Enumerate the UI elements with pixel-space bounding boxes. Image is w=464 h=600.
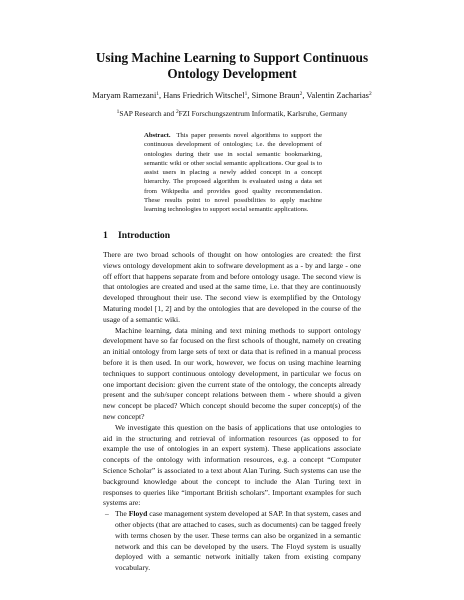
list-item — [103, 509, 361, 574]
abstract-label: Abstract. — [144, 132, 171, 139]
affiliation-org: FZI Forschungszentrum Informatik, Karlsruhe, Germany — [178, 109, 348, 118]
list-dash: – — [105, 509, 109, 519]
paper-title — [0, 50, 464, 82]
body-paragraph: There are two broad schools of thought on how ontologies are created: the first views ontology development akin to software development as a - by and large - one off effort that happens separate from and before ontology usage. The second view is that ontologies are created and used at the same time, i.e. that they are continuously developed throughout their use. The second view is exemplified by the Ontology Maturing model [1, 2] and by the ontologies that are developed in the course of the usage of a semantic wiki. — [103, 250, 361, 324]
section-number: 1 — [103, 230, 108, 241]
abstract-block — [144, 131, 322, 215]
author-name: Simone Braun — [251, 91, 300, 100]
affiliation-mark: 2 — [175, 109, 179, 115]
affiliation-org: SAP Research and — [119, 109, 176, 118]
author-separator: , — [247, 91, 252, 100]
author-affiliation-mark: 2 — [299, 91, 303, 97]
author-list — [0, 90, 464, 101]
author-name: Valentin Zacharias — [306, 91, 369, 100]
affiliation-mark: 1 — [116, 109, 120, 115]
section-heading — [103, 230, 170, 242]
list-item-text: The — [115, 509, 129, 519]
body-paragraph: We investigate this question on the basis of applications that use ontologies to aid in the structuring and retrieval of information resources (as opposed to for example the use of ontologies in an expert system). These applications associate concepts of the ontology with information resources, e.g. a concept “Computer Science Scholar” is associated to a text about Alan Turing. Such systems can use the background knowledge about the concept to include the Alan Turing text in responses to queries like “important British scholars”. Important examples for such systems are: — [103, 422, 361, 508]
author-separator: , — [159, 91, 164, 100]
list-item-text: case management system developed at SAP. In that system, cases and other objects (that are attached to cases, such as documents) can be tagged freely with terms chosen by the user. These terms can also be organized in a semantic network and this can be developed by the users. The Floyd system is usually deployed with a semantic network initially taken from existing company vocabulary. — [115, 509, 361, 573]
list-item-bold: Floyd — [128, 509, 148, 519]
author-affiliation-mark: 2 — [368, 91, 372, 97]
author-affiliation-mark: 1 — [156, 91, 159, 97]
author-separator: , — [302, 91, 307, 100]
author-affiliation-mark: 1 — [244, 91, 248, 97]
section-title: Introduction — [118, 230, 171, 241]
author-name: Maryam Ramezani — [92, 91, 157, 100]
section-body — [103, 250, 361, 574]
title-line-2: Ontology Development — [167, 66, 297, 81]
affiliations — [0, 109, 464, 119]
title-line-1: Using Machine Learning to Support Continuous — [95, 50, 369, 65]
abstract-paragraph — [144, 131, 322, 215]
body-paragraph: Machine learning, data mining and text mining methods to support ontology development have so far focused on the first schools of thought, namely on creating an initial ontology from large sets of text or data that is refined in a manual process before it is then used. In our work, however, we focus on using machine learning techniques to support continuous ontology development, in particular we focus on one important decision: given the current state of the ontology, the concepts already present and the sub/super concept relations between them - where should a given new concept be placed? Which concept should become the super concept(s) of the new concept? — [103, 325, 361, 421]
abstract-text: This paper presents novel algorithms to support the continuous development of ontologies; i.e. the development of ontologies during their use in social semantic bookmarking, semantic wiki or other social semantic applications. Our goal is to assist users in placing a newly added concept in a concept hierarchy. The proposed algorithm is evaluated using a data set from Wikipedia and provides good quality recommendation. These results point to novel possibilities to apply machine learning technologies to support social semantic applications. — [144, 132, 322, 214]
author-name: Hans Friedrich Witschel — [163, 91, 245, 100]
example-list — [103, 509, 361, 574]
